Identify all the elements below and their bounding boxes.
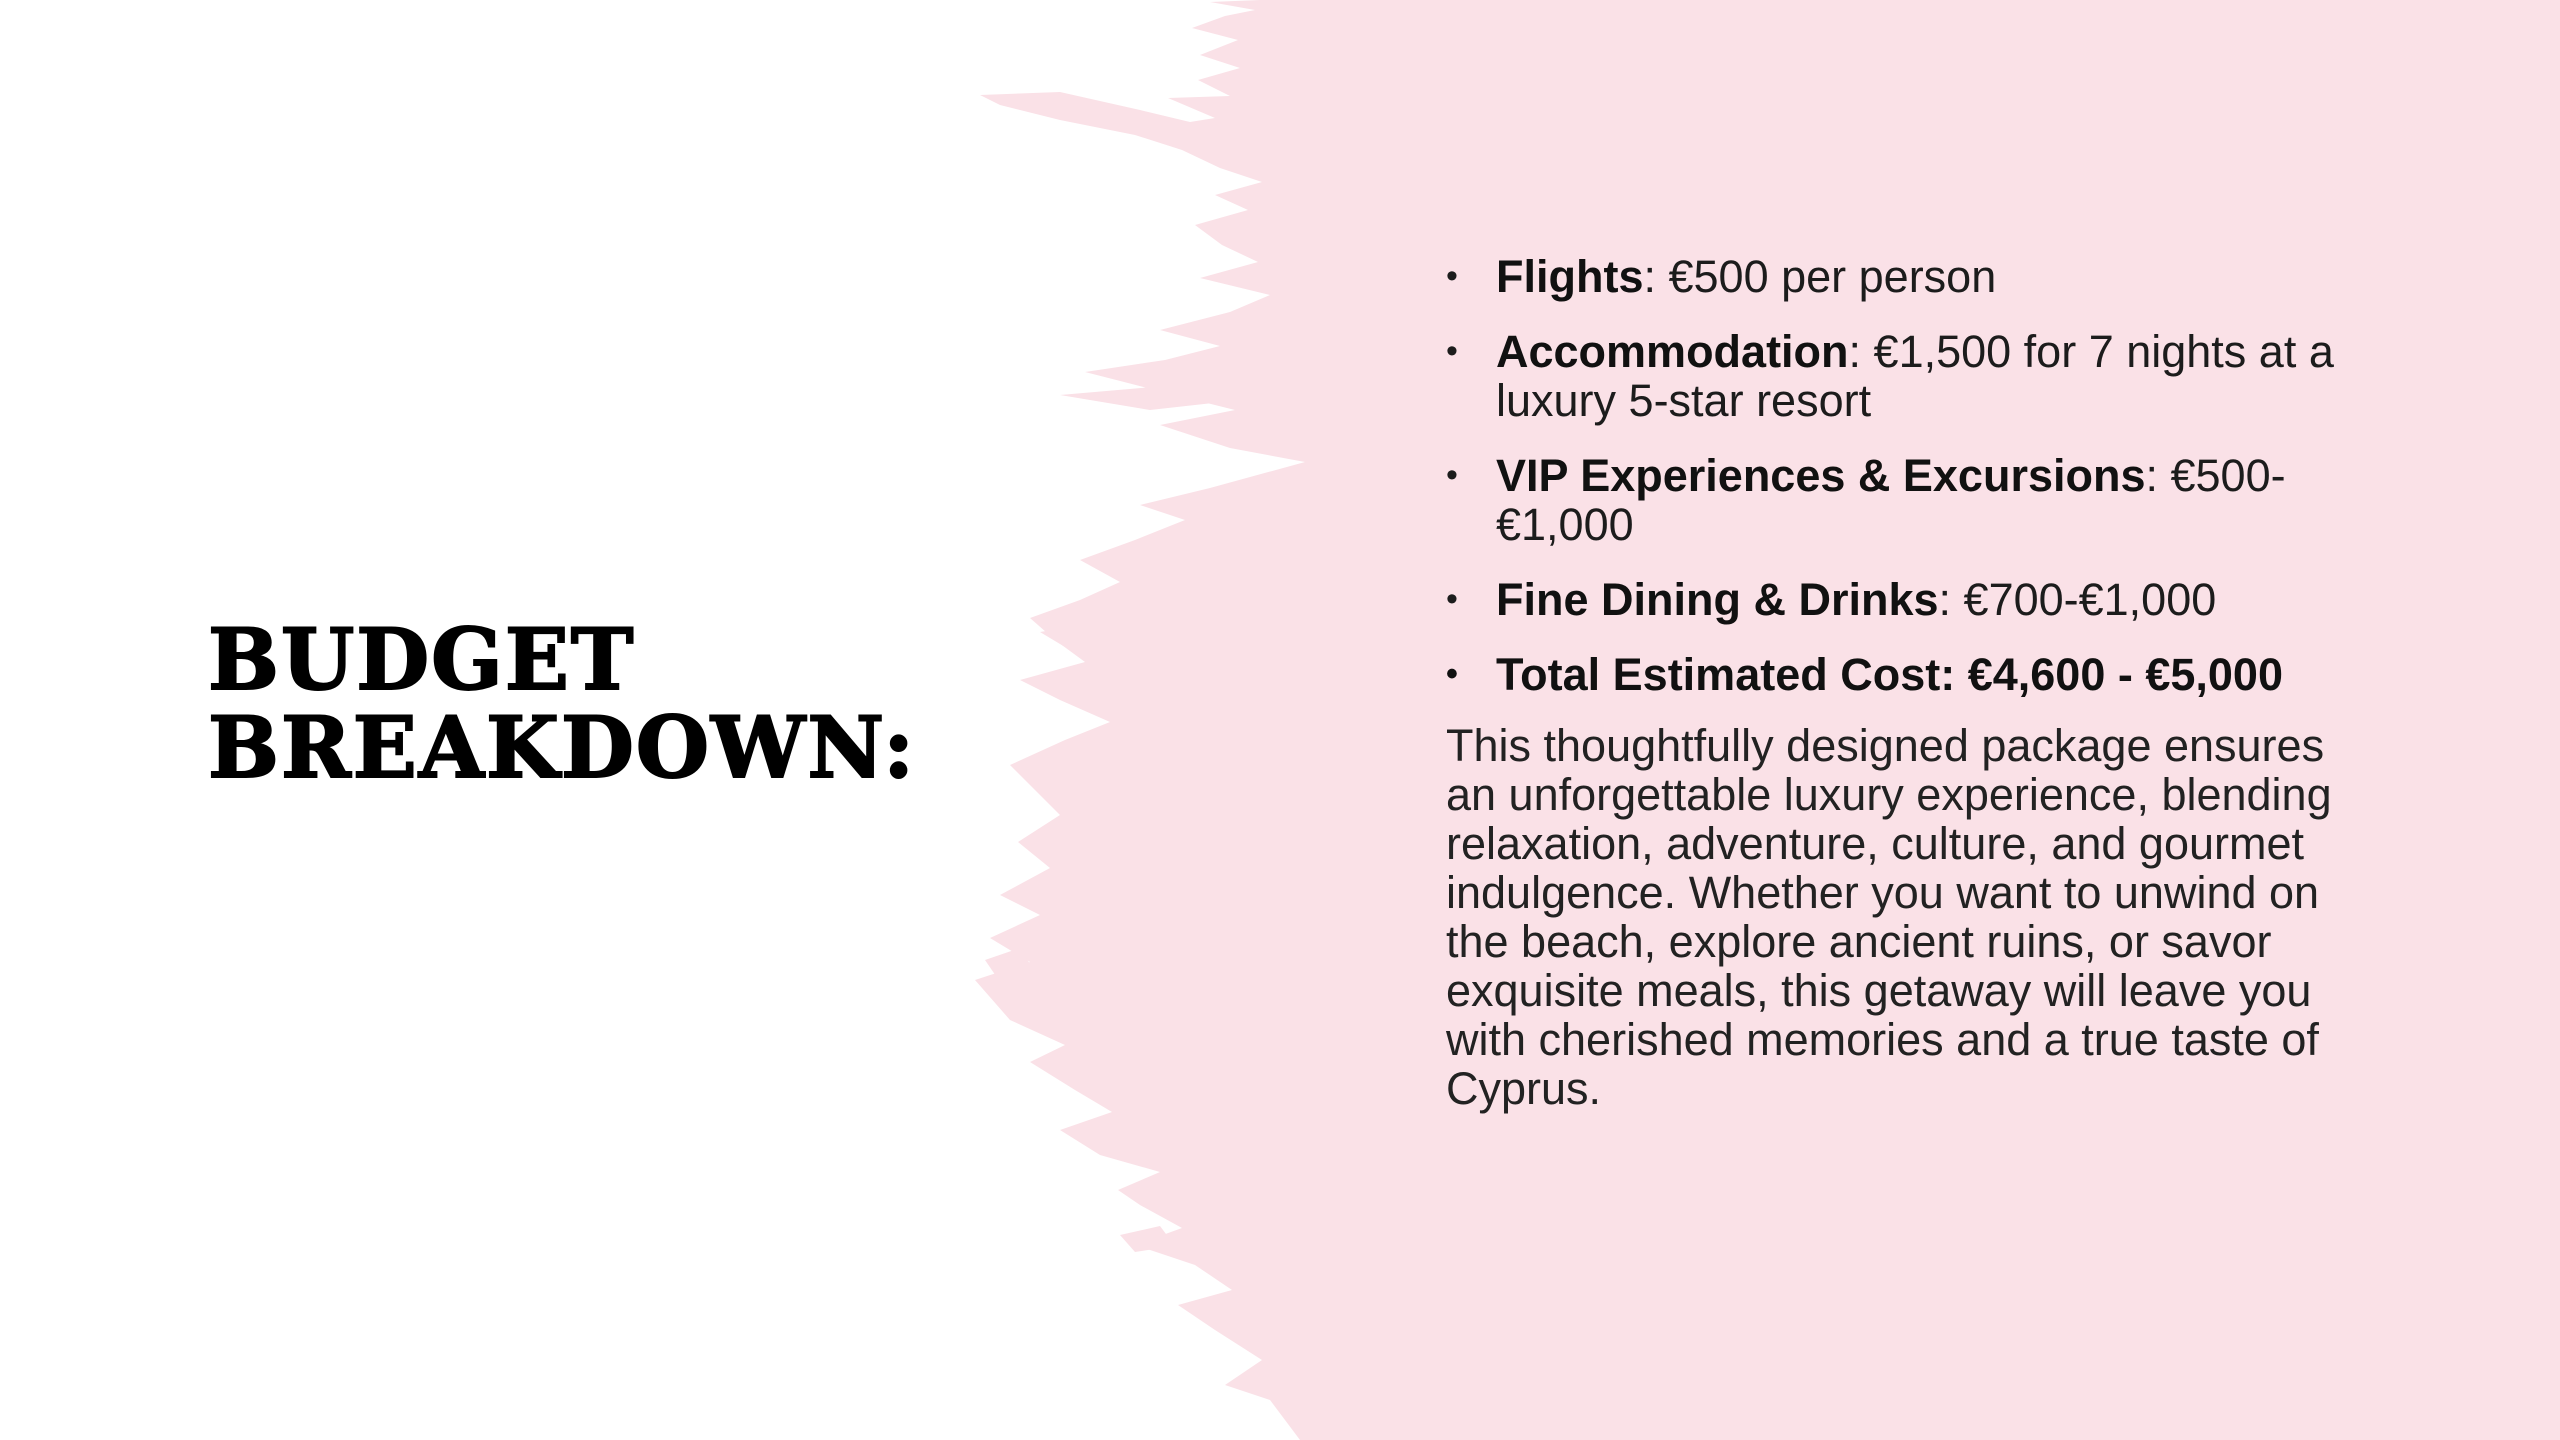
title-line-2: BREAKDOWN: (208, 698, 917, 797)
bullet-icon: • (1446, 655, 1458, 693)
slide-title (208, 610, 917, 797)
item-value: : €500 per person (1643, 251, 1997, 302)
list-item-vip-experiences (1446, 451, 2366, 549)
list-item-flights (1446, 252, 2366, 301)
summary-paragraph: This thoughtfully designed package ensures an unforgettable luxury experience, blending relaxation, adventure, culture, and gourmet indulgence. Whether you want to unwind on the beach, explore ancient ruins, or savor exquisite meals, this getaway will leave you with cherished memories and a true taste of Cyprus. (1446, 720, 2332, 1114)
budget-list (1446, 252, 2366, 699)
list-item-total-cost (1446, 650, 2366, 699)
item-label: Fine Dining & Drinks (1496, 574, 1939, 625)
bullet-icon: • (1446, 332, 1458, 370)
item-label: VIP Experiences & Excursions (1496, 450, 2146, 501)
title-line-1: BUDGET (208, 610, 636, 709)
list-item-accommodation (1446, 327, 2366, 425)
total-cost-text: Total Estimated Cost: €4,600 - €5,000 (1496, 649, 2283, 700)
bullet-icon: • (1446, 580, 1458, 618)
item-label: Flights (1496, 251, 1644, 302)
item-label: Accommodation (1496, 326, 1849, 377)
bullet-icon: • (1446, 456, 1458, 494)
item-value: : €500-€1,000 (1496, 450, 2286, 550)
list-item-fine-dining (1446, 575, 2366, 624)
item-value: : €1,500 for 7 nights at a luxury 5-star resort (1496, 326, 2334, 426)
bullet-icon: • (1446, 257, 1458, 295)
item-value: : €700-€1,000 (1938, 574, 2217, 625)
content-panel (1446, 252, 2366, 1113)
